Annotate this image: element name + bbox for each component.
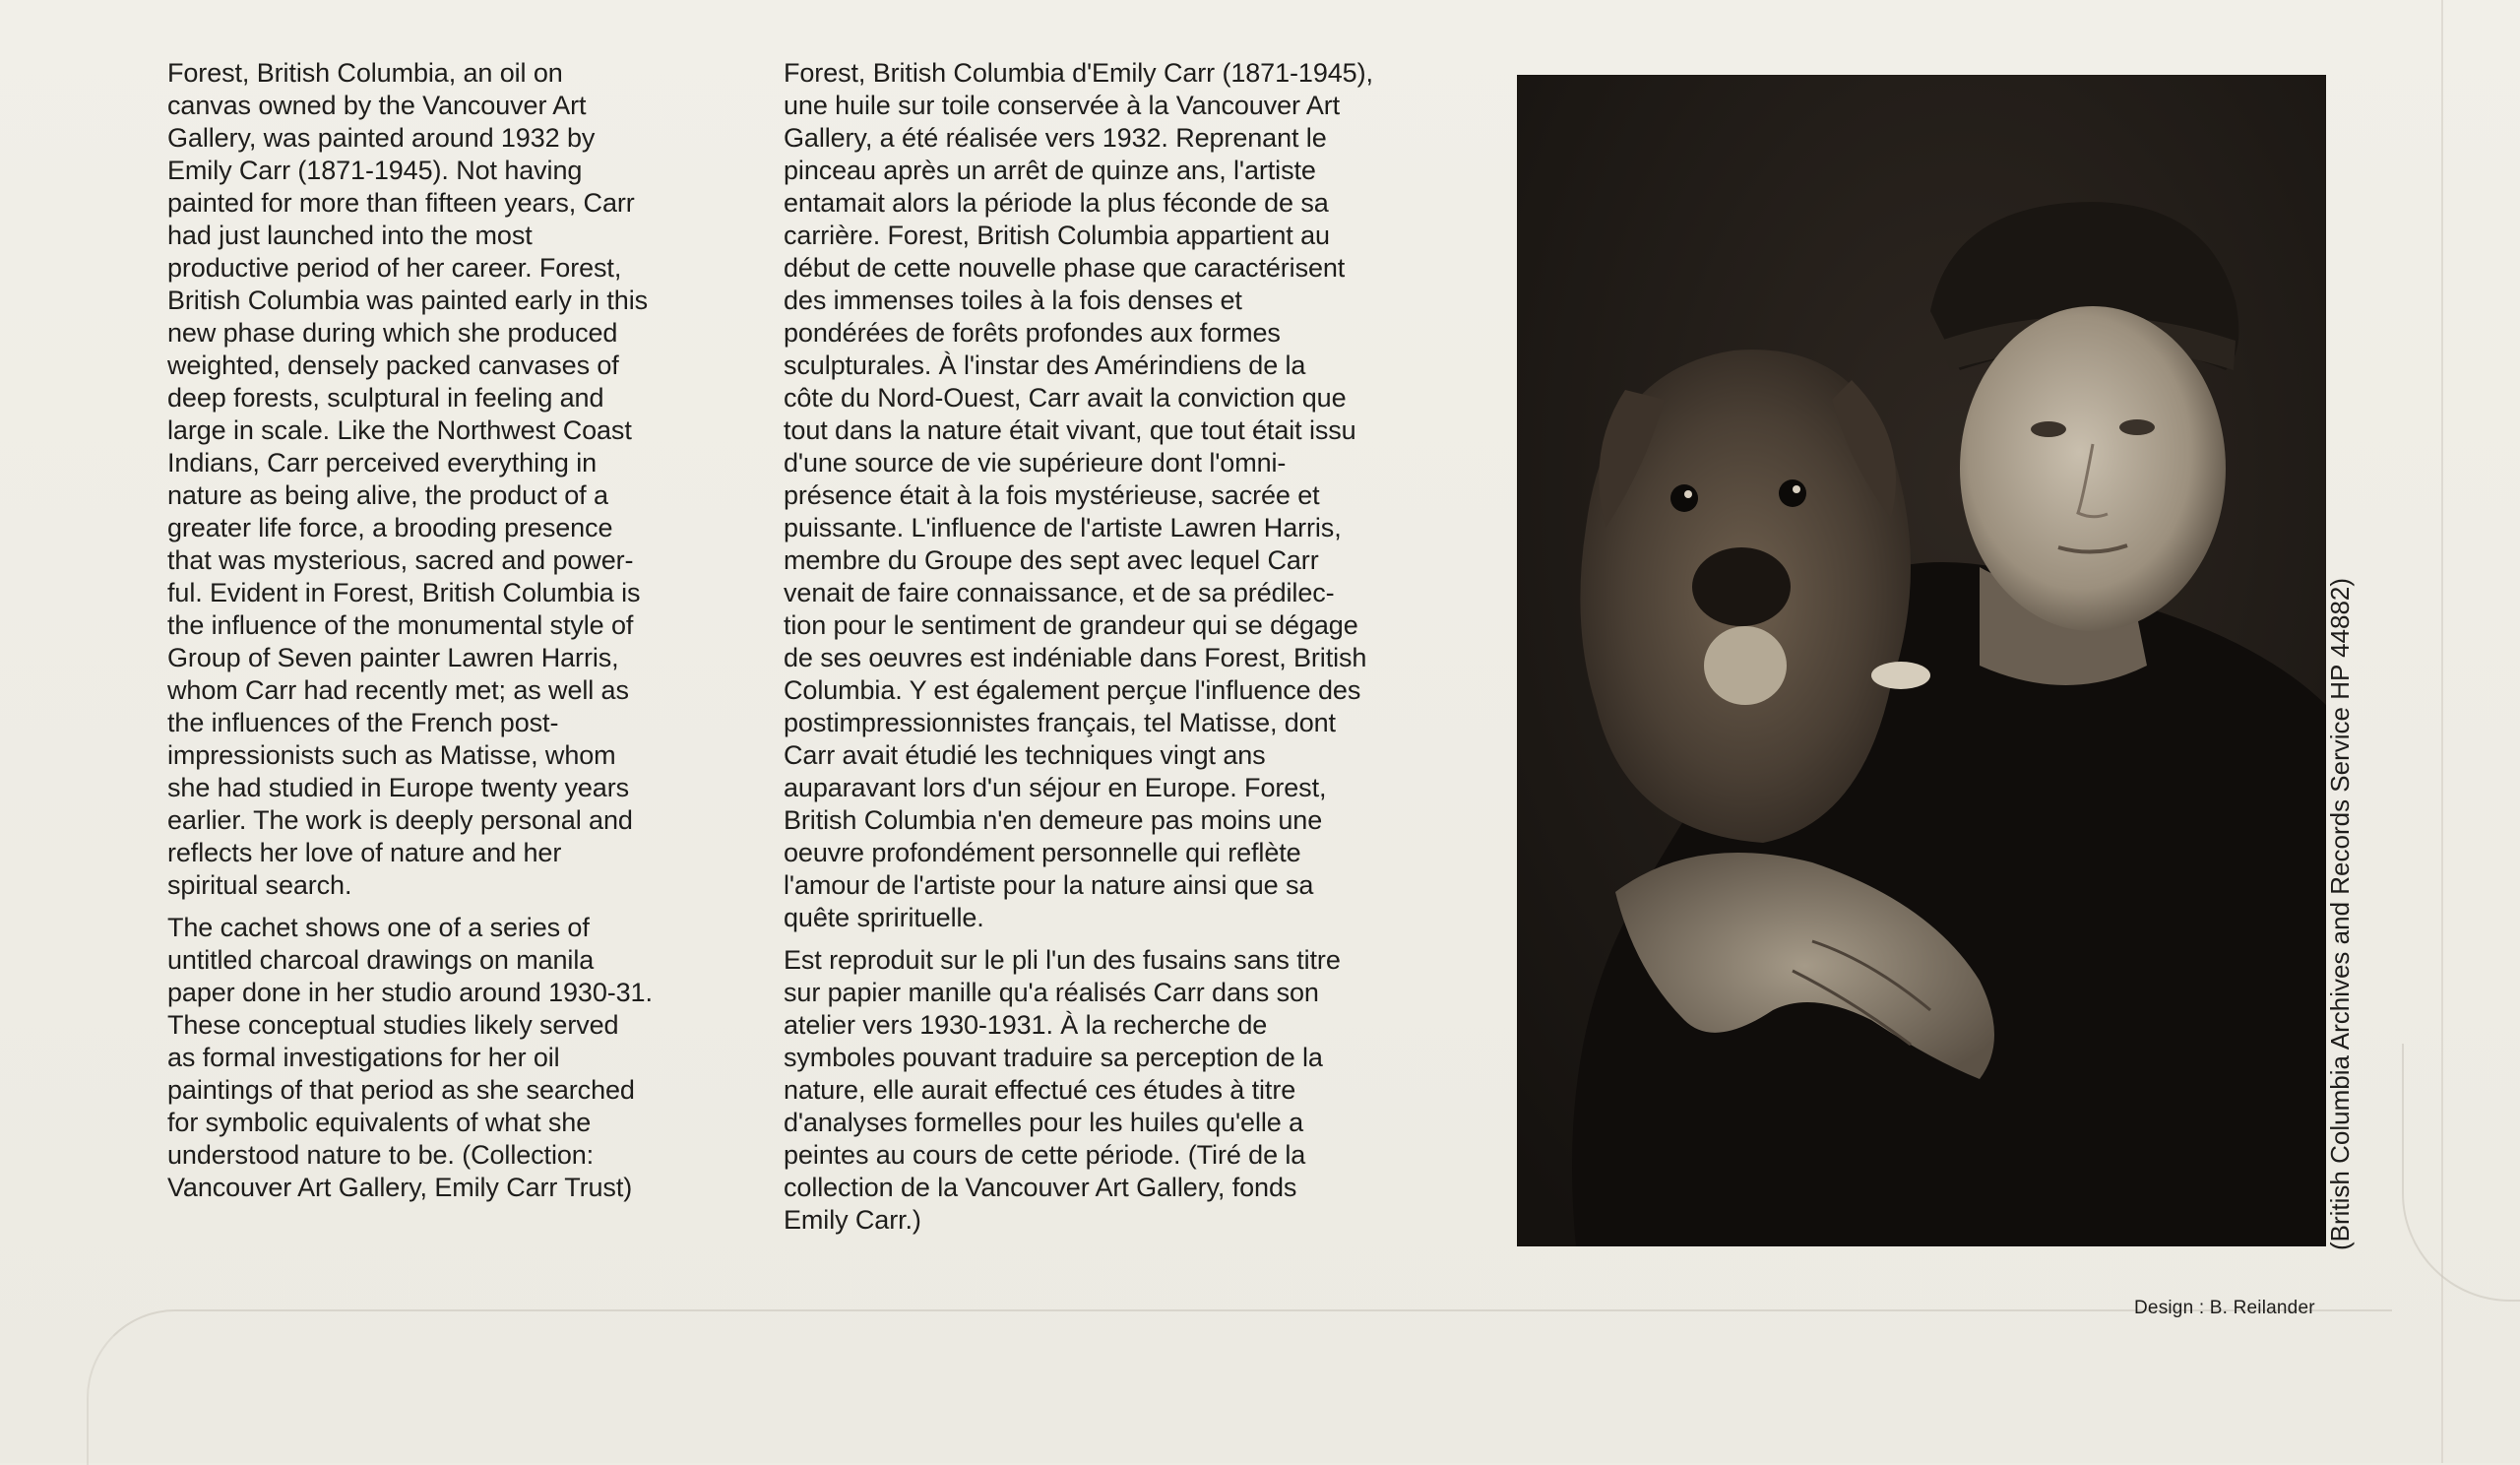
portrait-photograph bbox=[1517, 75, 2326, 1246]
english-paragraph-1: Forest, British Columbia, an oil on canvas owned by the Vancouver Art Gallery, was painted around 1932 by Emily Carr (1871-1945). Not having painted for more than fifteen years, Carr had just launched into the most productive period of her career. Forest, British Columbia was painted early in this new phase during which she produced weighted, densely packed canvases of deep forests, sculptural in feeling and large in scale. Like the Northwest Coast Indians, Carr perceived everything in nature as being alive, the product of a greater life force, a brooding presence that was mysterious, sacred and power- ful. Evident in Forest, British Columbia is the influence of the monumental style of Group of Seven painter Lawren Harris, whom Carr had recently met; as well as the influences of the French post- impressionists such as Matisse, whom she had studied in Europe twenty years earlier. The work is deeply personal and reflects her love of nature and her spiritual search. bbox=[167, 58, 649, 900]
english-text-column bbox=[167, 57, 738, 1214]
design-credit: Design : B. Reilander bbox=[2134, 1298, 2315, 1318]
french-paragraph-2: Est reproduit sur le pli l'un des fusains sans titre sur papier manille qu'a réalisés Carr dans son atelier vers 1930-1931. À la recherche de symboles pouvant traduire sa perception de la nature, elle aurait effectué ces études à titre d'analyses formelles pour les huiles qu'elle a peintes au cours de cette période. (Tiré de la collection de la Vancouver Art Gallery, fonds Emily Carr.) bbox=[784, 945, 1341, 1235]
french-paragraph-1: Forest, British Columbia d'Emily Carr (1871-1945), une huile sur toile conservée à la Vancouver Art Gallery, a été réalisée vers 1932. Reprenant le pinceau après un arrêt de quinze ans, l'artiste entamait alors la période la plus féconde de sa carrière. Forest, British Columbia appartient au début de cette nouvelle phase que caractérisent des immenses toiles à la fois denses et pondérées de forêts profondes aux formes sculpturales. À l'instar des Amérindiens de la côte du Nord-Ouest, Carr avait la conviction que tout dans la nature était vivant, que tout était issu d'une source de vie supérieure dont l'omni- présence était à la fois mystérieuse, sacrée et puissante. L'influence de l'artiste Lawren Harris, membre du Groupe des sept avec lequel Carr venait de faire connaissance, et de sa prédilec- tion pour le sentiment de grandeur qui se dégage de ses oeuvres est indéniable dans Forest, British Columbia. Y est également perçue l'influence des postimpressionnistes français, tel Matisse, dont Carr avait étudié les techniques vingt ans auparavant lors d'un séjour en Europe. Forest, British Columbia n'en demeure pas moins une oeuvre profondément personnelle qui reflète l'amour de l'artiste pour la nature ainsi que sa quête sprirituelle. bbox=[784, 58, 1373, 932]
french-text-column bbox=[784, 57, 1463, 1246]
portrait-illustration bbox=[1517, 75, 2326, 1246]
english-paragraph-2: The cachet shows one of a series of untitled charcoal drawings on manila paper done in her studio around 1930-31. These conceptual studies likely served as formal investigations for her oil paintings of that period as she searched for symbolic equivalents of what she understood nature to be. (Collection: Vancouver Art Gallery, Emily Carr Trust) bbox=[167, 913, 653, 1202]
photo-credit: (British Columbia Archives and Records Service HP 44882) bbox=[2325, 577, 2355, 1250]
envelope-fold-edge bbox=[87, 1309, 2392, 1465]
